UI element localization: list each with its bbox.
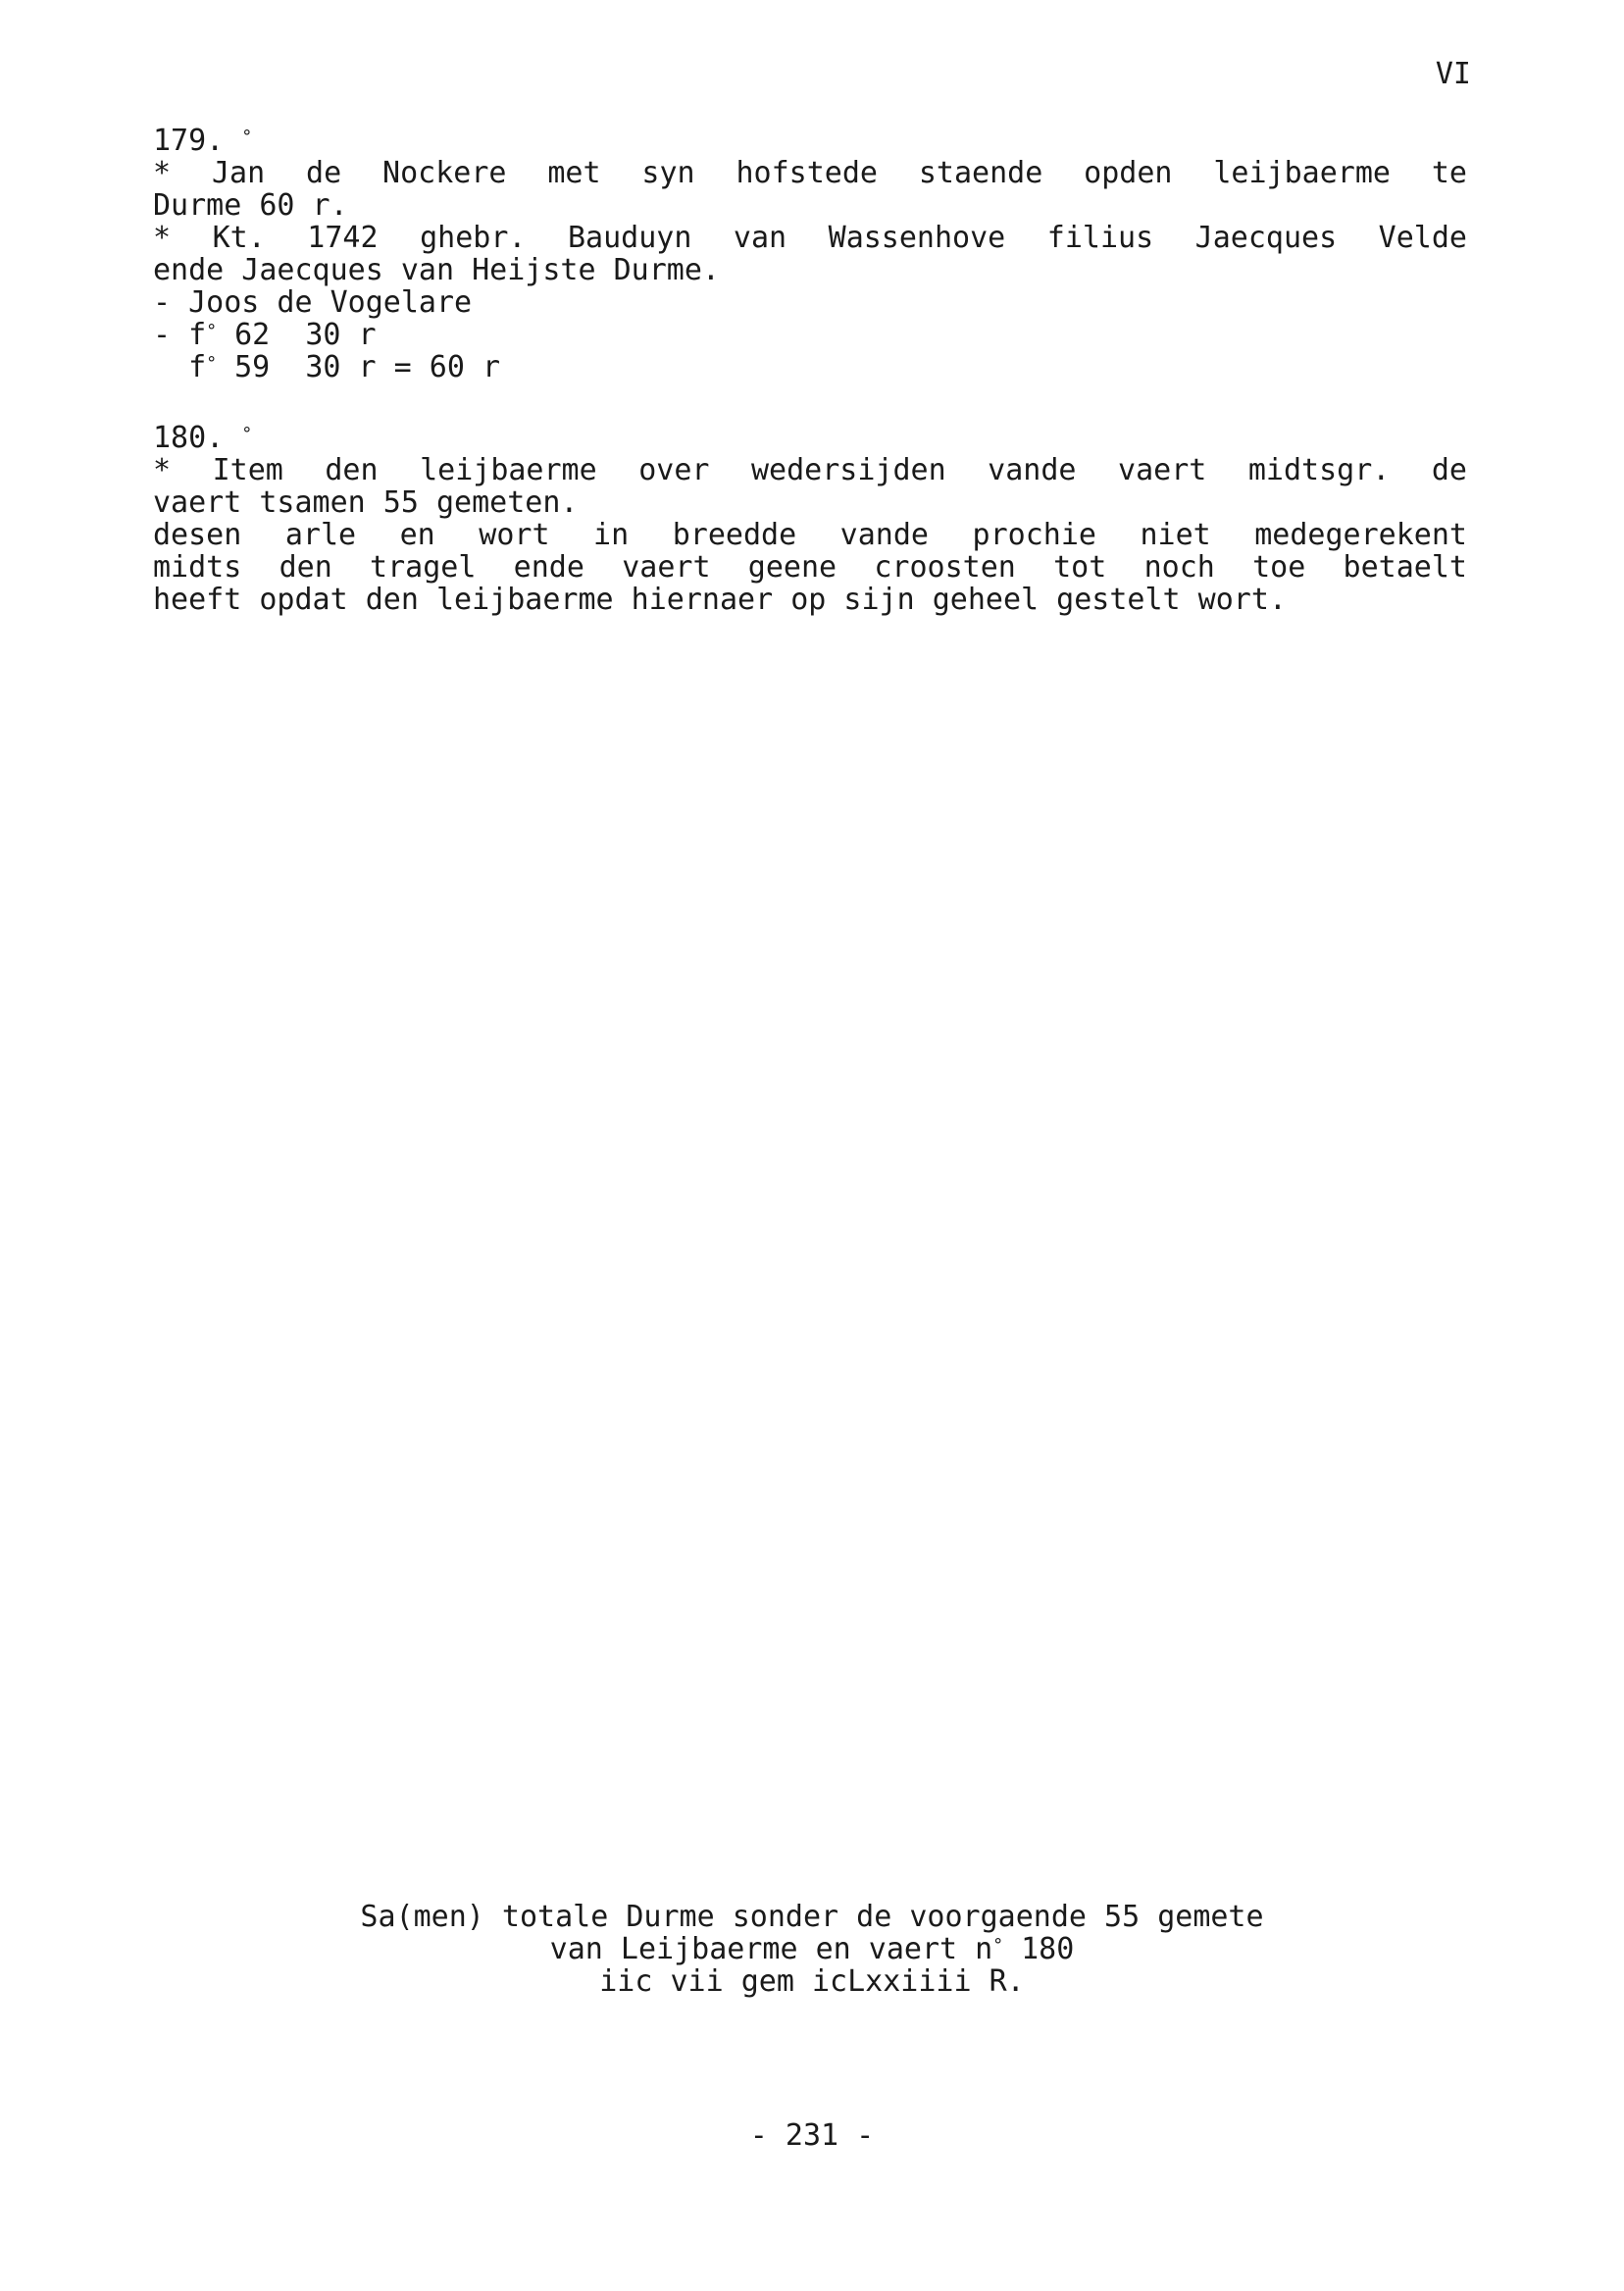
entry-line: * Kt. 1742 ghebr. Bauduyn van Wassenhove filius Jaecques Velde [153, 221, 1467, 255]
entry-line: heeft opdat den leijbaerme hiernaer op sijn geheel gestelt wort. [153, 583, 1287, 617]
entry-179 [153, 125, 1467, 383]
entry-line: * Jan de Nockere met syn hofstede staende opden leijbaerme te [153, 156, 1467, 190]
entry-line: ende Jaecques van Heijste Durme. [153, 253, 720, 287]
summary-line: Sa(men) totale Durme sonder de voorgaende 55 gemete [360, 1900, 1264, 1934]
summary-total [0, 1901, 1624, 1998]
entry-line: desen arle en wort in breedde vande prochie niet medegerekent [153, 518, 1467, 552]
entry-number: 180. ° [153, 421, 253, 455]
entry-line: * Item den leijbaerme over wedersijden vande vaert midtsgr. de [153, 453, 1467, 487]
page-section-marker: VI [1435, 57, 1471, 91]
degree-mark: ° [241, 127, 253, 147]
degree-mark: ° [241, 424, 253, 444]
page-number: - 231 - [749, 2118, 875, 2153]
summary-line: van Leijbaerme en vaert n° 180 [549, 1932, 1075, 1966]
folio-line: - f° 62 30 r [153, 318, 377, 352]
entry-line: vaert tsamen 55 gemeten. [153, 485, 579, 520]
entry-line: - Joos de Vogelare [153, 285, 473, 320]
entry-180 [153, 422, 1467, 616]
summary-line: iic vii gem icLxxiiii R. [599, 1964, 1025, 1999]
entry-line: Durme 60 r. [153, 188, 348, 223]
folio-line: f° 59 30 r = 60 r [153, 350, 501, 384]
entry-number: 179. ° [153, 124, 253, 158]
entry-line: midts den tragel ende vaert geene croosten tot noch toe betaelt [153, 550, 1467, 585]
